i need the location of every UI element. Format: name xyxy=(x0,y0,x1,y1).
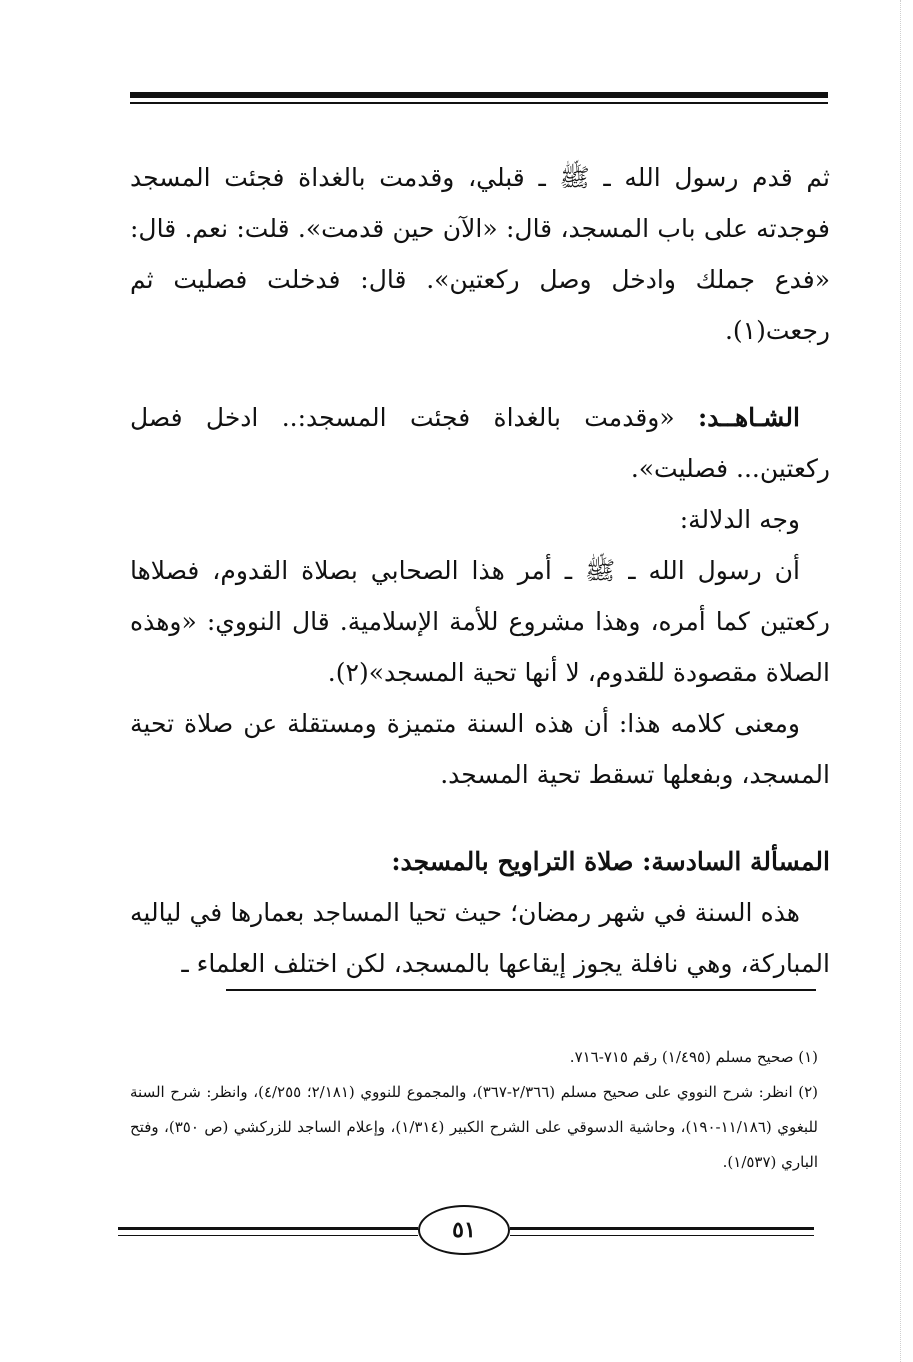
page-rule-right-thick xyxy=(510,1227,814,1230)
header-rule-thin xyxy=(130,102,828,104)
page-number-ornament xyxy=(118,1205,814,1261)
paragraph-gap xyxy=(130,800,830,836)
shahid-text: «وقدمت بالغداة فجئت المسجد:.. ادخل فصل ركعتين... فصليت». xyxy=(130,403,830,483)
page-rule-right-thin xyxy=(510,1235,814,1236)
footnote-separator xyxy=(226,989,816,991)
page-rule-left-thick xyxy=(118,1227,418,1230)
page-edge-mark xyxy=(899,0,901,1362)
footnote-1: (١) صحيح مسلم (١/٤٩٥) رقم ٧١٥-٧١٦. xyxy=(569,1048,818,1066)
header-double-rule xyxy=(130,92,828,108)
main-text xyxy=(130,152,830,989)
shahid-paragraph xyxy=(130,392,830,494)
section-heading: المسألة السادسة: صلاة التراويح بالمسجد: xyxy=(391,847,830,876)
footnote-2: (٢) انظر: شرح النووي على صحيح مسلم (٢/٣٦٦-٣٦٧)، والمجموع للنووي (٢/١٨١؛ ٤/٢٥٥)، وانظر: شرح السنة للبغوي (١١/١٨٦-١٩٠)، وحاشية الدسوقي على الشرح الكبير (١/٣١٤)، وإعلام الساجد للزركشي (ص ٣٥٠)، وفتح الباري (١/٥٣٧). xyxy=(130,1083,819,1171)
wajh-paragraph: أن رسول الله ـ ﷺ ـ أمر هذا الصحابي بصلاة القدوم، فصلاها ركعتين كما أمره، وهذا مشروع للأمة الإسلامية. قال النووي: «وهذه الصلاة مقصودة للقدوم، لا أنها تحية المسجد»(٢). xyxy=(130,556,830,687)
section-paragraph: هذه السنة في شهر رمضان؛ حيث تحيا المساجد بعمارها في لياليه المباركة، وهي نافلة يجوز إيقاعها بالمسجد، لكن اختلف العلماء ـ xyxy=(130,898,830,978)
shahid-label: الشـاهــد: xyxy=(698,403,800,432)
meaning-paragraph: ومعنى كلامه هذا: أن هذه السنة متميزة ومستقلة عن صلاة تحية المسجد، وبفعلها تسقط تحية المسجد. xyxy=(130,709,830,789)
header-rule-thick xyxy=(130,92,828,98)
hadith-paragraph: ثم قدم رسول الله ـ ﷺ ـ قبلي، وقدمت بالغداة فجئت المسجد فوجدته على باب المسجد، قال: «الآن حين قدمت». قلت: نعم. قال: «فدع جملك وادخل وصل ركعتين». قال: فدخلت فصليت ثم رجعت(١). xyxy=(130,163,830,345)
wajh-label: وجه الدلالة: xyxy=(679,505,800,534)
page-number: ٥١ xyxy=(418,1205,510,1255)
paragraph-gap xyxy=(130,356,830,392)
footnotes xyxy=(130,1040,818,1180)
page-rule-left-thin xyxy=(118,1235,418,1236)
